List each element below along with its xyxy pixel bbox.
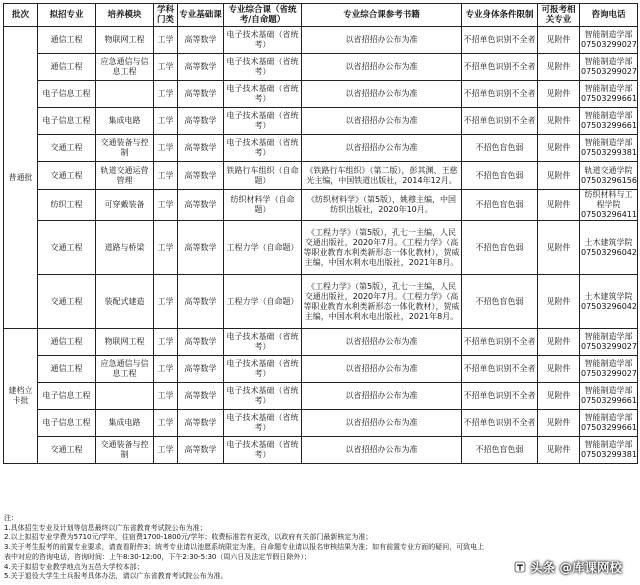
cell-module: 集成电路 — [96, 410, 154, 437]
cell-physical-limits: 不招色盲色弱 — [462, 190, 538, 221]
cell-category: 工学 — [154, 383, 178, 410]
header-category: 学科门类 — [154, 4, 178, 27]
table-row — [4, 437, 638, 464]
cell-comprehensive-course: 电子技术基础（省统考） — [224, 135, 302, 162]
cell-physical-limits: 不招色盲色弱 — [462, 275, 538, 329]
cell-module: 集成电路 — [96, 108, 154, 135]
cell-phone: 智能制造学部07503299381 — [580, 437, 638, 464]
cell-phone: 智能制造学部07503299661 — [580, 108, 638, 135]
cell-basic-course: 高等数学 — [178, 221, 224, 275]
cell-module: 轨道交通运营管理 — [96, 162, 154, 190]
cell-related-majors: 见附件 — [538, 108, 580, 135]
cell-basic-course: 高等数学 — [178, 162, 224, 190]
cell-category: 工学 — [154, 162, 178, 190]
cell-module: 物联网工程 — [96, 27, 154, 54]
cell-reference-books: 以省招招办公布为准 — [302, 108, 462, 135]
cell-reference-books: 以省招招办公布为准 — [302, 383, 462, 410]
cell-reference-books: 以省招招办公布为准 — [302, 437, 462, 464]
cell-related-majors: 见附件 — [538, 54, 580, 81]
cell-comprehensive-course: 电子技术基础（省统考） — [224, 27, 302, 54]
table-row — [4, 162, 638, 190]
cell-basic-course: 高等数学 — [178, 410, 224, 437]
cell-reference-books: 以省招招办公布为准 — [302, 81, 462, 108]
cell-phone: 土木建筑学院07503296042 — [580, 275, 638, 329]
table-row — [4, 54, 638, 81]
note-line: 4.关于拟招专业教学地点为五邑大学校本部； — [4, 562, 144, 571]
header-comprehensive-course: 专业综合课（省统考/自命题） — [224, 4, 302, 27]
table-row — [4, 221, 638, 275]
cell-reference-books: 以省招招办公布为准 — [302, 27, 462, 54]
cell-basic-course: 高等数学 — [178, 27, 224, 54]
cell-reference-books: 《工程力学》（第5版），孔七一主编，人民交通出版社，2020年7月。《工程力学》（高等职业教育水利类新形态一体化教材），贺威主编，中国水利水电出版社，2021年8月。 — [302, 275, 462, 329]
note-line: 1.具体招生专业及计划等信息最终以广东省教育考试院公布为准； — [4, 523, 207, 532]
cell-module: 物联网工程 — [96, 329, 154, 356]
cell-basic-course: 高等数学 — [178, 329, 224, 356]
cell-phone: 轨道交通学院07503296156 — [580, 162, 638, 190]
cell-comprehensive-course: 电子技术基础（省统考） — [224, 108, 302, 135]
admission-table — [3, 3, 638, 464]
header-major: 拟招专业 — [38, 4, 96, 27]
cell-module: 交通装备与控制 — [96, 135, 154, 162]
cell-reference-books: 《铁路行车组织》（第二版），彭其渊、王慈光主编，中国铁道出版社，2014年12月。 — [302, 162, 462, 190]
cell-major: 交通工程 — [38, 437, 96, 464]
cell-physical-limits: 不招单色识别不全者 — [462, 329, 538, 356]
note-line: 表中对应的咨询电话，咨询时间：上午8:30-12:00，下午2:30-5:30（周六日及法定节假日除外）； — [4, 552, 311, 561]
table-body — [4, 27, 638, 464]
batch-putong: 普通批 — [4, 27, 38, 329]
header-row — [4, 4, 638, 27]
header-physical-limits: 专业身体条件限制 — [462, 4, 538, 27]
header-module: 培养模块 — [96, 4, 154, 27]
cell-related-majors: 见附件 — [538, 329, 580, 356]
cell-phone: 智能制造学部07503299661 — [580, 410, 638, 437]
cell-module: 道路与桥梁 — [96, 221, 154, 275]
cell-physical-limits: 不招色盲色弱 — [462, 162, 538, 190]
cell-related-majors: 见附件 — [538, 135, 580, 162]
cell-basic-course: 高等数学 — [178, 383, 224, 410]
cell-module — [96, 383, 154, 410]
table-row — [4, 81, 638, 108]
cell-related-majors: 见附件 — [538, 190, 580, 221]
cell-major: 电子信息工程 — [38, 410, 96, 437]
cell-related-majors: 见附件 — [538, 27, 580, 54]
cell-major: 交通工程 — [38, 275, 96, 329]
cell-category: 工学 — [154, 329, 178, 356]
table-row — [4, 329, 638, 356]
cell-phone: 智能制造学部07503299661 — [580, 383, 638, 410]
cell-major: 交通工程 — [38, 221, 96, 275]
table-row — [4, 356, 638, 383]
cell-major: 电子信息工程 — [38, 108, 96, 135]
cell-category: 工学 — [154, 54, 178, 81]
cell-related-majors: 见附件 — [538, 437, 580, 464]
note-line: 5.关于退役大学生士兵报考具体办法，请以广东省教育考试院公布为准。 — [4, 572, 228, 581]
cell-basic-course: 高等数学 — [178, 54, 224, 81]
watermark-text: 头条 @库课网校 — [530, 560, 622, 575]
cell-physical-limits: 不招单色识别不全者 — [462, 27, 538, 54]
cell-category: 工学 — [154, 135, 178, 162]
cell-related-majors: 见附件 — [538, 410, 580, 437]
cell-physical-limits: 不招色盲色弱 — [462, 437, 538, 464]
cell-comprehensive-course: 电子技术基础（省统考） — [224, 81, 302, 108]
note-line: 2.以上拟招专业学费为5710元/学年，住宿费1700-1800元/学年；收费标准若有更改，以政府有关部门最新核定为准； — [4, 533, 373, 542]
cell-major: 通信工程 — [38, 27, 96, 54]
cell-category: 工学 — [154, 108, 178, 135]
cell-category: 工学 — [154, 275, 178, 329]
cell-category: 工学 — [154, 81, 178, 108]
table-row — [4, 190, 638, 221]
cell-basic-course: 高等数学 — [178, 108, 224, 135]
cell-physical-limits: 不招单色识别不全者 — [462, 383, 538, 410]
cell-physical-limits: 不招色盲色弱 — [462, 221, 538, 275]
cell-reference-books: 以省招招办公布为准 — [302, 329, 462, 356]
cell-reference-books: 《工程力学》（第5版），孔七一主编，人民交通出版社，2020年7月。《工程力学》（高等职业教育水利类新形态一体化教材），贺威主编，中国水利水电出版社，2021年8月。 — [302, 221, 462, 275]
cell-reference-books: 以省招招办公布为准 — [302, 410, 462, 437]
cell-comprehensive-course: 电子技术基础（省统考） — [224, 54, 302, 81]
cell-comprehensive-course: 电子技术基础（省统考） — [224, 329, 302, 356]
cell-phone: 智能制造学部07503299381 — [580, 135, 638, 162]
cell-physical-limits: 不招单色识别不全者 — [462, 410, 538, 437]
cell-related-majors: 见附件 — [538, 221, 580, 275]
cell-category: 工学 — [154, 356, 178, 383]
cell-module: 应急通信与信息工程 — [96, 54, 154, 81]
cell-major: 交通工程 — [38, 135, 96, 162]
cell-physical-limits: 不招单色识别不全者 — [462, 356, 538, 383]
cell-physical-limits: 不招单色识别不全者 — [462, 108, 538, 135]
cell-major: 通信工程 — [38, 356, 96, 383]
cell-comprehensive-course: 电子技术基础（省统考） — [224, 437, 302, 464]
cell-phone: 智能制造学部07503299027 — [580, 27, 638, 54]
table-row — [4, 383, 638, 410]
cell-category: 工学 — [154, 437, 178, 464]
cell-related-majors: 见附件 — [538, 275, 580, 329]
cell-comprehensive-course: 电子技术基础（省统考） — [224, 383, 302, 410]
cell-module: 可穿戴装备 — [96, 190, 154, 221]
cell-module: 装配式建造 — [96, 275, 154, 329]
cell-reference-books: 以省招招办公布为准 — [302, 54, 462, 81]
cell-phone: 纺织材料与工程学院07503296411 — [581, 190, 637, 219]
batch-jiandang: 建档立卡批 — [4, 329, 38, 464]
watermark — [514, 558, 622, 576]
cell-basic-course: 高等数学 — [178, 81, 224, 108]
cell-physical-limits: 不招单色识别不全者 — [462, 81, 538, 108]
cell-category: 工学 — [154, 190, 178, 221]
cell-reference-books: 以省招招办公布为准 — [302, 356, 462, 383]
header-related-majors: 可报考相关专业 — [538, 4, 580, 27]
cell-module: 应急通信与信息工程 — [96, 356, 154, 383]
table-row — [4, 135, 638, 162]
cell-category: 工学 — [154, 27, 178, 54]
cell-basic-course: 高等数学 — [178, 275, 224, 329]
header-basic-course: 专业基础课 — [178, 4, 224, 27]
cell-major: 通信工程 — [38, 329, 96, 356]
header-reference-books: 专业综合课参考书籍 — [302, 4, 462, 27]
table-row — [4, 27, 638, 54]
cell-related-majors: 见附件 — [538, 81, 580, 108]
cell-category: 工学 — [154, 221, 178, 275]
cell-major: 纺织工程 — [38, 190, 96, 221]
cell-comprehensive-course: 电子技术基础（省统考） — [224, 356, 302, 383]
note-line: 3.关于考生报考的前置专业要求，请查看附件3；统考专业请以池愿系统限定为准，自命题专业请以报名审核结果为准；如有前置专业方面的疑问，可致电上 — [4, 543, 485, 552]
cell-major: 交通工程 — [38, 162, 96, 190]
table-row — [4, 275, 638, 329]
cell-basic-course: 高等数学 — [178, 190, 224, 221]
cell-phone: 土木建筑学院07503296042 — [580, 221, 638, 275]
cell-related-majors: 见附件 — [538, 383, 580, 410]
cell-comprehensive-course: 纺织材料学（自命题） — [224, 190, 302, 221]
table-row — [4, 108, 638, 135]
cell-phone: 智能制造学部07503299027 — [580, 54, 638, 81]
cell-physical-limits: 不招色盲色弱 — [462, 135, 538, 162]
cell-phone: 智能制造学部07503299027 — [580, 329, 638, 356]
cell-basic-course: 高等数学 — [178, 437, 224, 464]
cell-reference-books: 以省招招办公布为准 — [302, 135, 462, 162]
cell-basic-course: 高等数学 — [178, 356, 224, 383]
header-phone: 咨询电话 — [580, 4, 638, 27]
cell-comprehensive-course: 工程力学（自命题） — [224, 221, 302, 275]
note-line: 注： — [4, 514, 18, 522]
cell-physical-limits: 不招单色识别不全者 — [462, 54, 538, 81]
cell-module: 交通装备与控制 — [96, 437, 154, 464]
cell-comprehensive-course: 电子技术基础（省统考） — [224, 410, 302, 437]
cell-phone: 智能制造学部07503299661 — [580, 81, 638, 108]
header-batch: 批次 — [4, 4, 38, 27]
cell-related-majors: 见附件 — [538, 162, 580, 190]
cell-related-majors: 见附件 — [538, 356, 580, 383]
cell-comprehensive-course: 工程力学（自命题） — [224, 275, 302, 329]
toutiao-logo-icon — [514, 561, 526, 573]
cell-reference-books: 《纺织材料学》（第5版），姚穆主编，中国纺织出版社，2020年10月。 — [302, 190, 462, 221]
cell-phone: 智能制造学部07503299027 — [580, 356, 638, 383]
table-row — [4, 410, 638, 437]
cell-basic-course: 高等数学 — [178, 135, 224, 162]
cell-major: 通信工程 — [38, 54, 96, 81]
cell-major: 电子信息工程 — [38, 383, 96, 410]
cell-category: 工学 — [154, 410, 178, 437]
cell-major: 电子信息工程 — [38, 81, 96, 108]
cell-comprehensive-course: 铁路行车组织（自命题） — [224, 162, 302, 190]
cell-module — [96, 81, 154, 108]
